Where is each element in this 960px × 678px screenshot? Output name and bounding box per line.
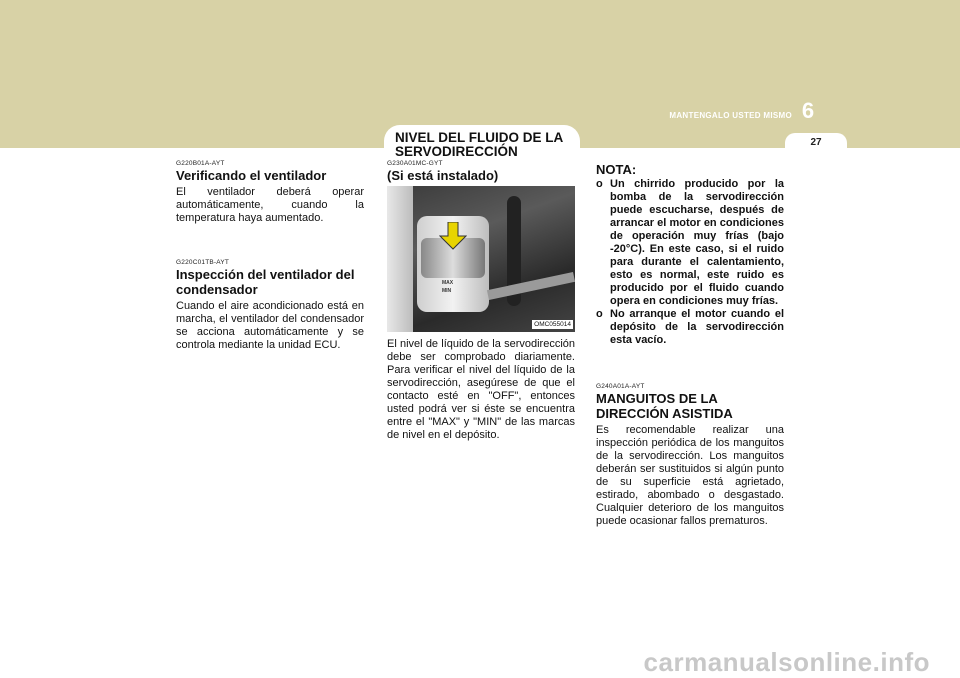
note-item-text: No arranque el motor cuando el depósito de la servodirección esta vacío. bbox=[610, 308, 784, 346]
note-item-text: Un chirrido producido por la bomba de la servodirección puede escucharse, después de arrancar el motor en condiciones de operación muy frías (bajo -20°C). En este caso, si el ruido para durante el calentamiento, esto es normal, este ruido es producido por el fluido cuando opera en condiciones muy frías. bbox=[610, 178, 784, 307]
min-mark: MIN bbox=[442, 288, 452, 294]
max-mark: MAX bbox=[442, 280, 454, 286]
watermark: carmanualsonline.info bbox=[643, 647, 930, 677]
section-title: NIVEL DEL FLUIDO DE LA SERVODIRECCIÓN bbox=[395, 130, 563, 159]
section-body: Cuando el aire acondicionado está en marcha, el ventilador del condensador se acciona automáticamente y se controla mediante la unidad ECU. bbox=[176, 300, 364, 351]
chapter-number: 6 bbox=[801, 98, 815, 123]
coolant-tank bbox=[387, 186, 413, 332]
photo-label: OMC055014 bbox=[534, 321, 571, 328]
section-code: G220C01TB-AYT bbox=[176, 259, 230, 266]
section-code: G230A01MC-GYT bbox=[387, 160, 443, 167]
bullet: o bbox=[596, 178, 603, 190]
arrow-down-icon bbox=[439, 222, 467, 250]
middle-column bbox=[387, 160, 575, 442]
section-body: El nivel de líquido de la servodirección debe ser comprobado diariamente. Para verificar el nivel del líquido de la servodirección, asegúrese de que el contacto esté en "OFF", entonces usted podrá ver si éste se encuentra entre el "MAX" y "MIN" de las marcas de nivel en el depósito. bbox=[387, 338, 575, 441]
bullet: o bbox=[596, 308, 603, 320]
right-column bbox=[596, 162, 784, 528]
engine-photo bbox=[387, 186, 575, 332]
section-heading: MANGUITOS DE LA DIRECCIÓN ASISTIDA bbox=[596, 391, 733, 421]
section-body: El ventilador deberá operar automáticamente, cuando la temperatura haya aumentado. bbox=[176, 186, 364, 224]
chapter-label: MANTENGALO USTED MISMO bbox=[669, 111, 792, 120]
section-body: Es recomendable realizar una inspección periódica de los manguitos de la servodirección. Los manguitos deberán ser sustituidos si algún punto de su superficie está agrietado, estirado, abombado o desgastado. Cualquier deterioro de los manguitos puede ocasionar fallos prematuros. bbox=[596, 424, 784, 527]
section-heading: Inspección del ventilador del condensador bbox=[176, 267, 355, 297]
page-number: 27 bbox=[785, 133, 847, 153]
pipe bbox=[487, 272, 575, 300]
note-title: NOTA: bbox=[596, 162, 637, 177]
section-code: G220B01A-AYT bbox=[176, 160, 225, 167]
left-column bbox=[176, 160, 364, 352]
section-code: G240A01A-AYT bbox=[596, 383, 645, 390]
section-heading: (Si está instalado) bbox=[387, 168, 499, 183]
note-item bbox=[596, 308, 784, 347]
note-item bbox=[596, 178, 784, 308]
section-heading: Verificando el ventilador bbox=[176, 168, 327, 183]
